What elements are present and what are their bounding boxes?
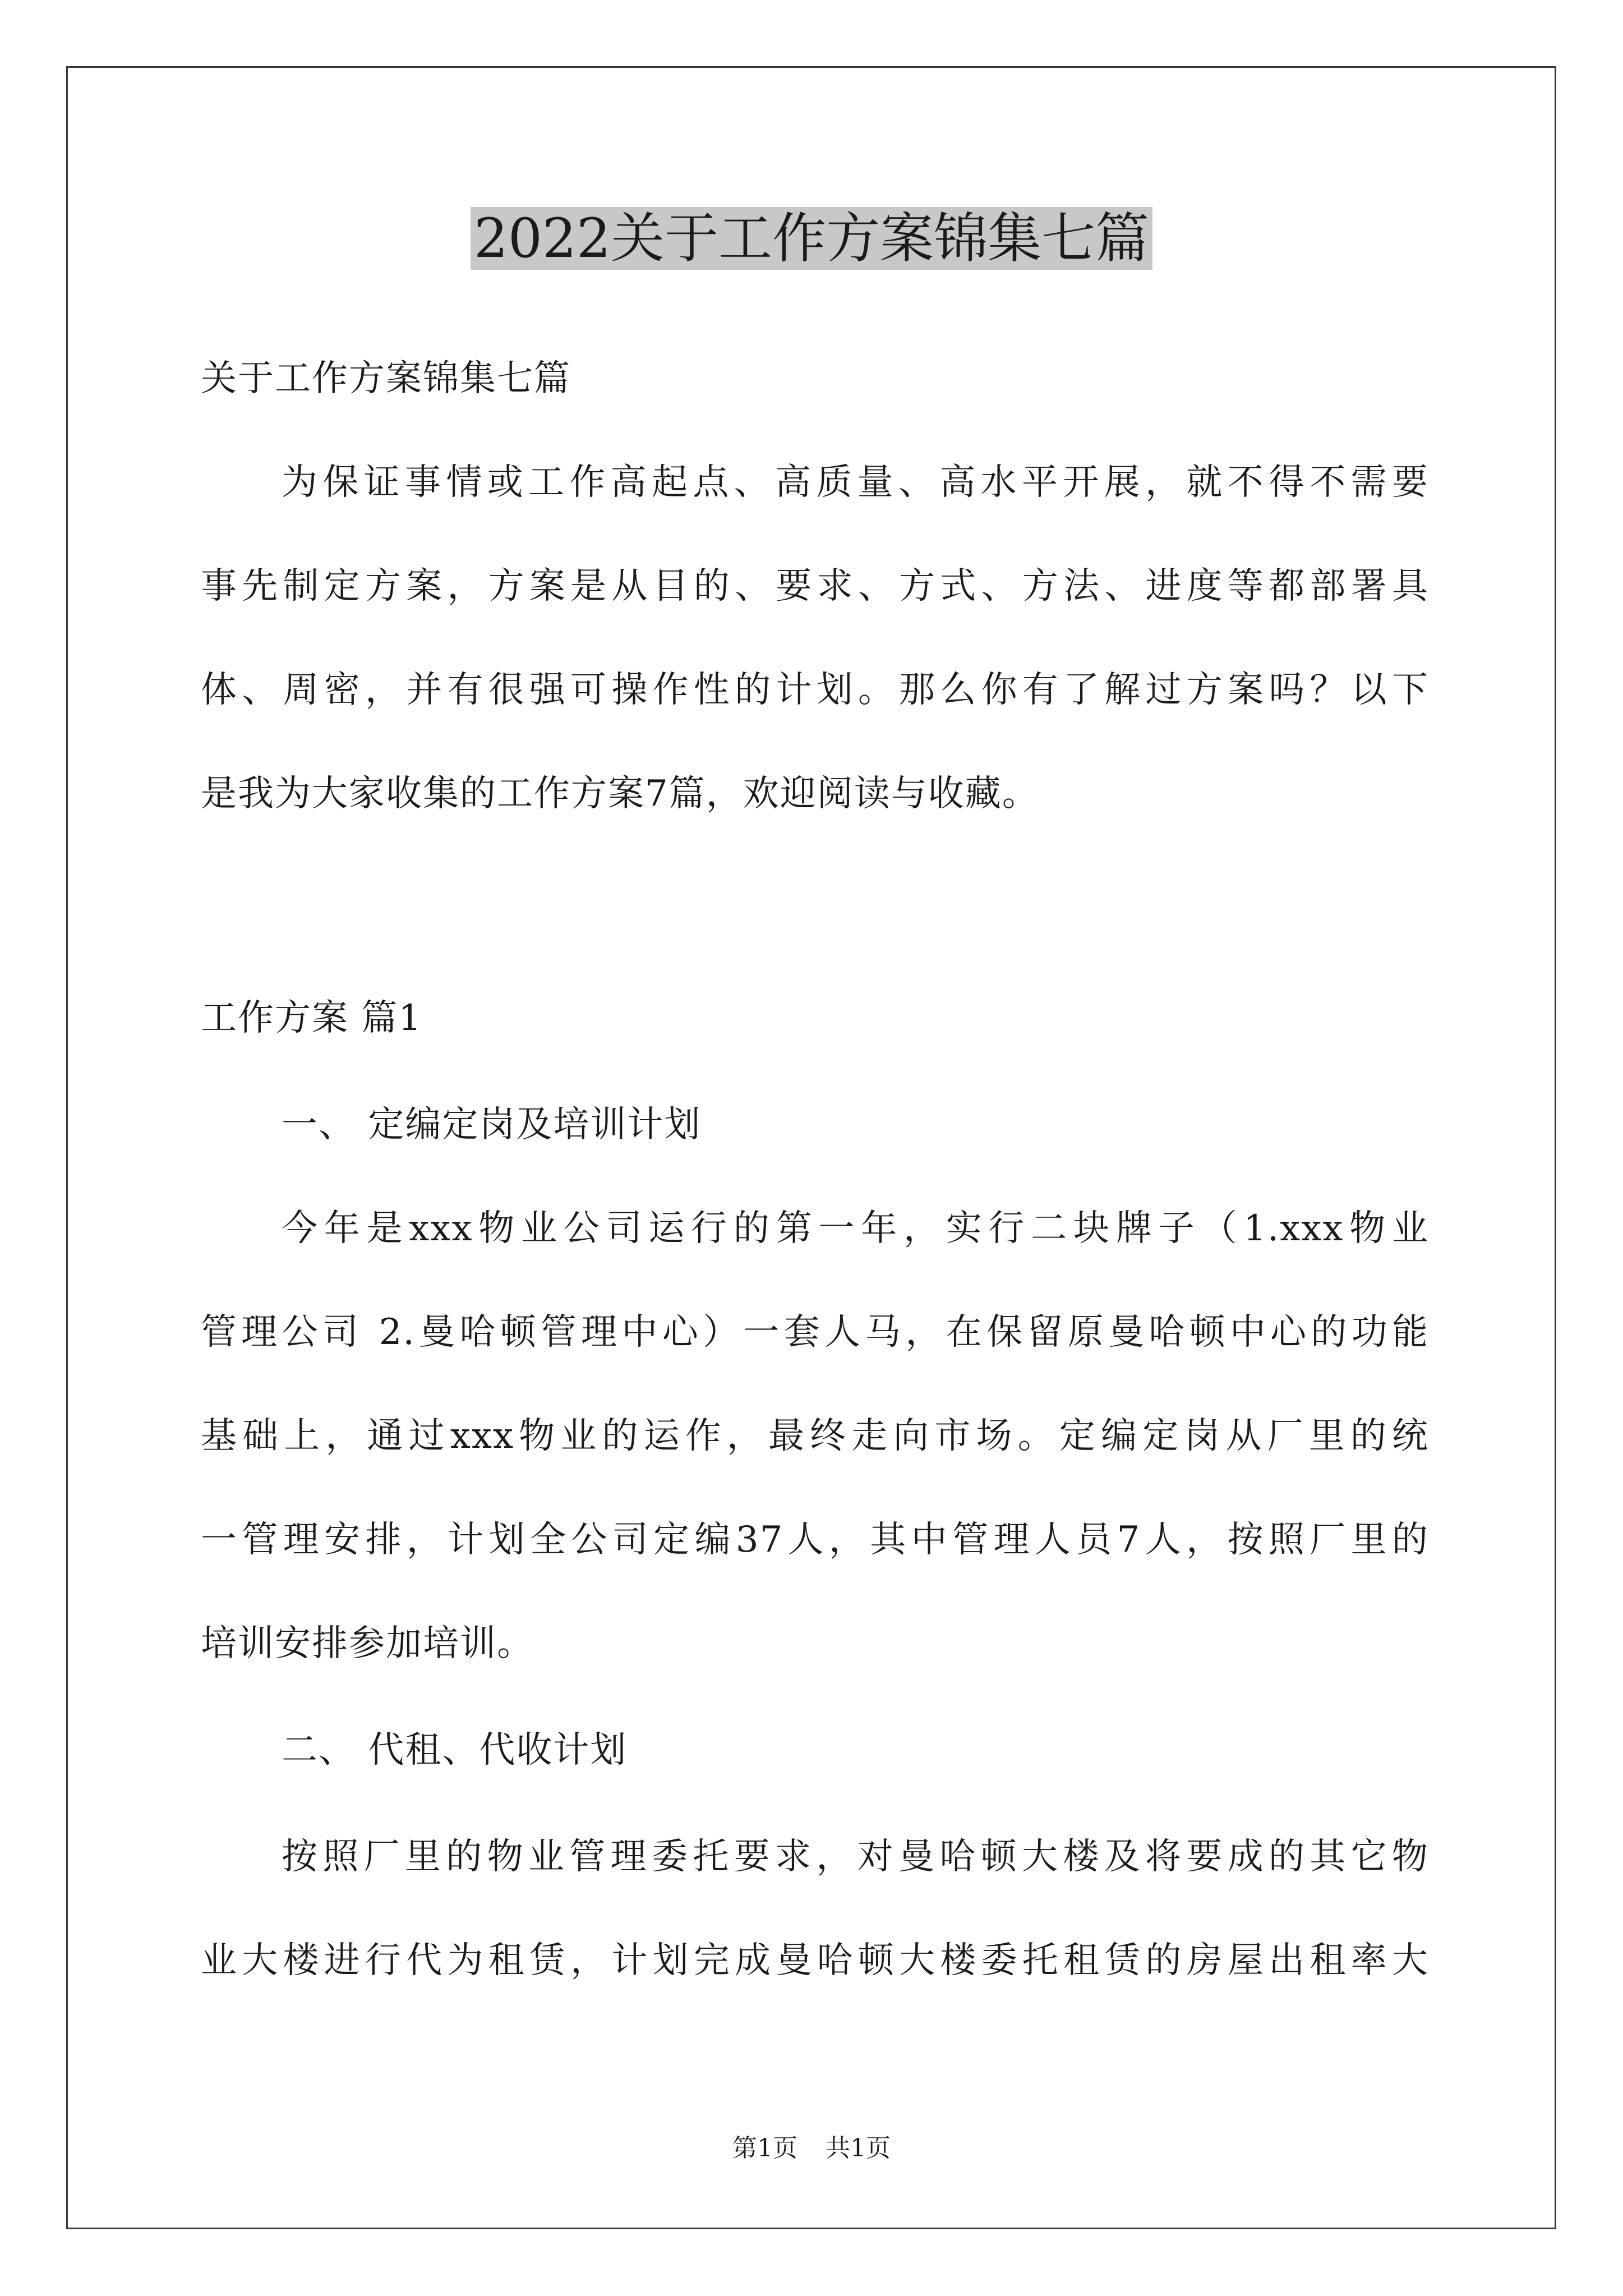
body-line: 基础上，通过xxx物业的运作，最终走向市场。定编定岗从厂里的统: [201, 1415, 1429, 1457]
document-title-text: 2022关于工作方案锦集七篇: [471, 207, 1152, 270]
document-subtitle: 关于工作方案锦集七篇: [201, 358, 571, 399]
body-line: 培训安排参加培训。: [201, 1623, 534, 1664]
intro-line: 为保证事情或工作高起点、高质量、高水平开展，就不得不需要: [282, 462, 1429, 503]
intro-line: 事先制定方案，方案是从目的、要求、方式、方法、进度等都部署具: [201, 565, 1429, 607]
body-line: 一管理安排，计划全公司定编37人，其中管理人员7人，按照厂里的: [201, 1519, 1429, 1561]
item-heading: 二、 代租、代收计划: [282, 1729, 628, 1771]
item-heading: 一、 定编定岗及培训计划: [282, 1104, 702, 1145]
page-total: 共1页: [826, 2134, 891, 2162]
body-line: 业大楼进行代为租赁，计划完成曼哈顿大楼委托租赁的房屋出租率大: [201, 1940, 1429, 1981]
intro-line: 是我为大家收集的工作方案7篇，欢迎阅读与收藏。: [201, 773, 1039, 815]
page-number: 第1页: [732, 2134, 797, 2162]
page-footer: [0, 2132, 1623, 2165]
document-title: [0, 202, 1623, 275]
body-line: 管理公司 2.曼哈顿管理中心）一套人马，在保留原曼哈顿中心的功能: [201, 1312, 1429, 1353]
body-line: 今年是xxx物业公司运行的第一年，实行二块牌子（1.xxx物业: [282, 1208, 1429, 1249]
body-line: 按照厂里的物业管理委托要求，对曼哈顿大楼及将要成的其它物: [282, 1836, 1429, 1878]
intro-line: 体、周密，并有很强可操作性的计划。那么你有了解过方案吗？以下: [201, 669, 1429, 711]
section-heading: 工作方案 篇1: [201, 997, 423, 1039]
